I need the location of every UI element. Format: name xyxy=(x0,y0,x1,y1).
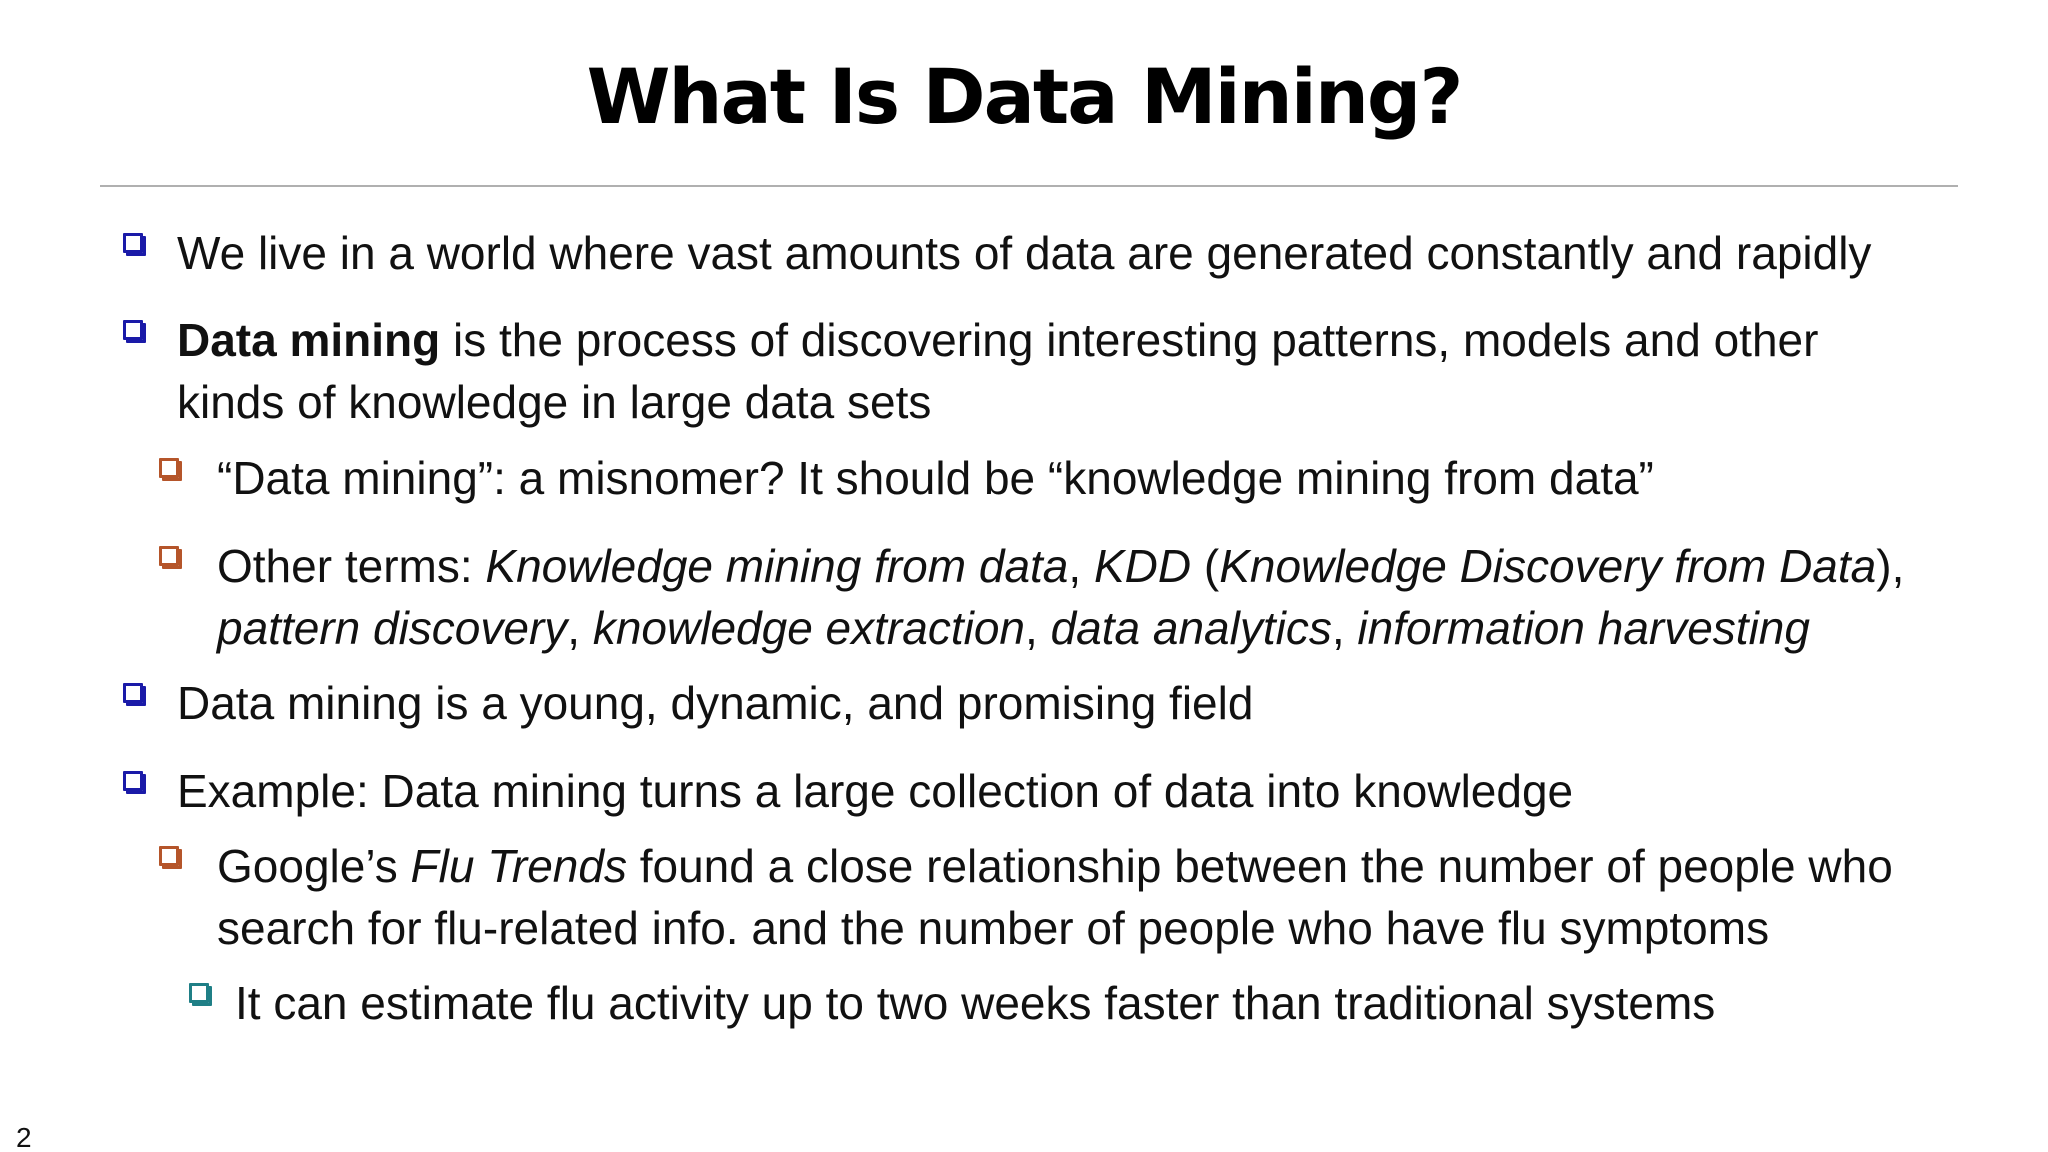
hollow-square-bullet-icon xyxy=(159,458,179,478)
separator: , xyxy=(1025,602,1051,654)
text-prefix: Other terms: xyxy=(217,540,486,592)
separator: ), xyxy=(1876,540,1905,592)
bullet-text-line-1 xyxy=(217,535,1904,597)
italic-term: Flu Trends xyxy=(410,840,627,892)
sub-bullet-item-3 xyxy=(217,835,1893,959)
sub-bullet-item-1 xyxy=(217,447,1654,509)
hollow-square-bullet-icon xyxy=(123,683,143,703)
separator: , xyxy=(1331,602,1358,654)
bullet-text-rest: found a close relationship between the number of people who xyxy=(626,840,1893,892)
sub-bullet-item-2 xyxy=(217,535,1904,659)
italic-term: information harvesting xyxy=(1357,602,1810,654)
hollow-square-bullet-icon xyxy=(123,771,143,791)
bullet-text-line-1 xyxy=(177,309,1818,371)
hollow-square-bullet-icon xyxy=(189,983,209,1003)
italic-term: pattern discovery xyxy=(217,602,568,654)
bullet-item-3 xyxy=(177,672,1253,734)
bullet-text-rest: is the process of discovering interesting patterns, models and other xyxy=(440,314,1819,366)
bullet-text: We live in a world where vast amounts of data are generated constantly and rapidly xyxy=(177,227,1872,279)
bold-term: Data mining xyxy=(177,314,441,366)
bullet-text: It can estimate flu activity up to two weeks faster than traditional systems xyxy=(235,977,1716,1029)
italic-term: knowledge extraction xyxy=(592,602,1025,654)
bullet-text-line-2: kinds of knowledge in large data sets xyxy=(177,376,932,428)
bullet-text: “Data mining”: a misnomer? It should be “knowledge mining from data” xyxy=(217,452,1654,504)
separator: ( xyxy=(1191,540,1220,592)
italic-term: data analytics xyxy=(1050,602,1332,654)
hollow-square-bullet-icon xyxy=(159,546,179,566)
page-number: 2 xyxy=(16,1122,32,1152)
bullet-text-line-2 xyxy=(217,597,1904,659)
slide-title: What Is Data Mining? xyxy=(586,52,1462,141)
sub-sub-bullet-item-1 xyxy=(235,972,1715,1034)
separator: , xyxy=(1068,540,1094,592)
bullet-item-4 xyxy=(177,760,1573,822)
separator: , xyxy=(567,602,593,654)
hollow-square-bullet-icon xyxy=(159,846,179,866)
italic-term: KDD xyxy=(1093,540,1192,592)
italic-term: Knowledge Discovery from Data xyxy=(1219,540,1877,592)
bullet-item-1 xyxy=(177,222,1871,284)
italic-term: Knowledge mining from data xyxy=(485,540,1069,592)
bullet-item-2 xyxy=(177,309,1818,433)
hollow-square-bullet-icon xyxy=(123,320,143,340)
title-divider xyxy=(100,185,1958,187)
hollow-square-bullet-icon xyxy=(123,233,143,253)
bullet-text-line-2: search for flu-related info. and the number of people who have flu symptoms xyxy=(217,902,1770,954)
text-prefix: Google’s xyxy=(217,840,411,892)
bullet-text-line-1 xyxy=(217,835,1893,897)
bullet-text: Data mining is a young, dynamic, and promising field xyxy=(177,677,1254,729)
bullet-text: Example: Data mining turns a large collection of data into knowledge xyxy=(177,765,1574,817)
